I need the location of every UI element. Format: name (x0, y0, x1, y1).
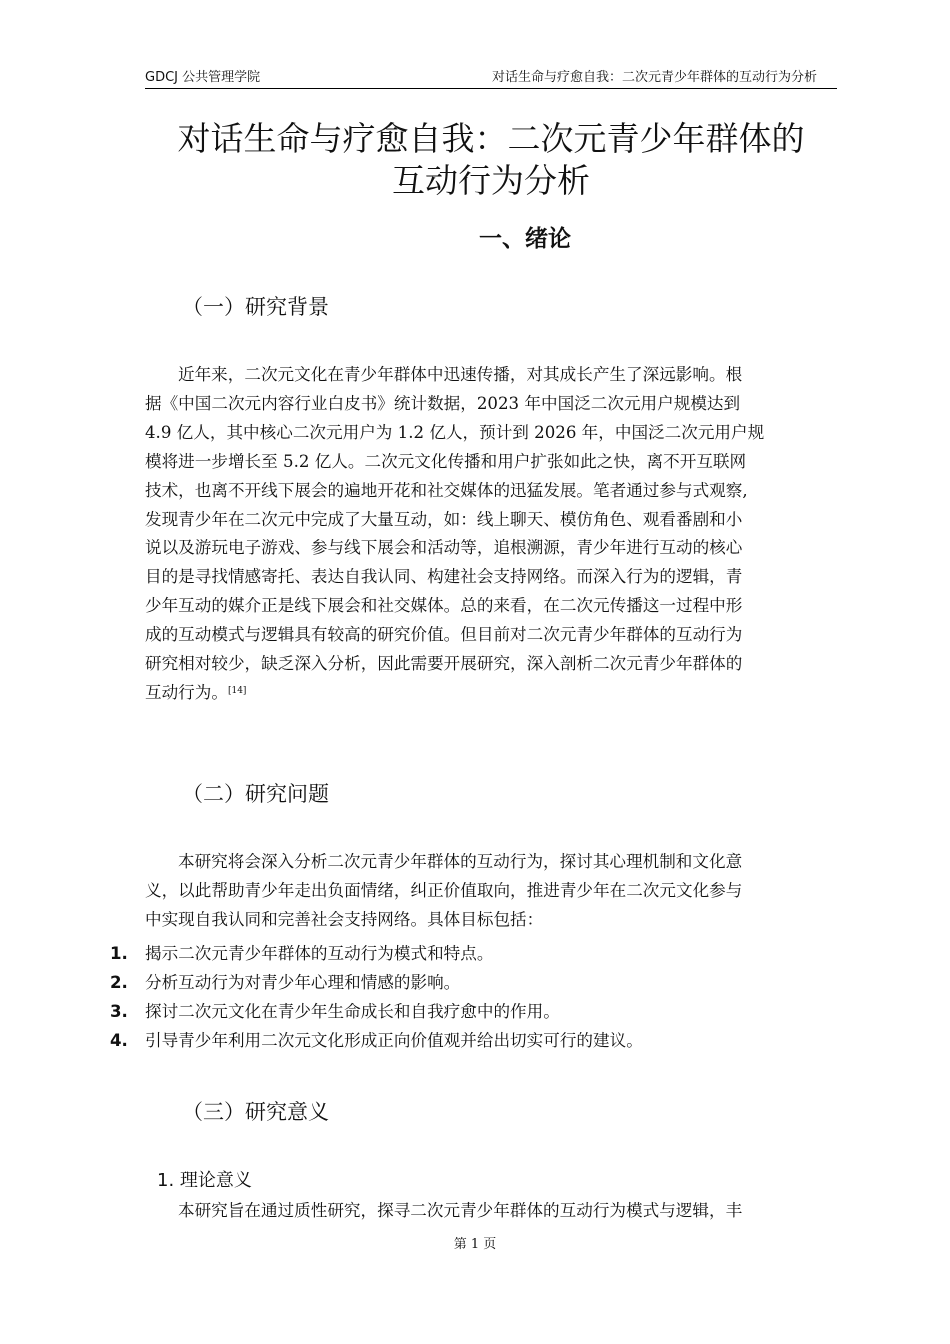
list-item-number: 4. (110, 1031, 128, 1050)
paragraph-line: 4.9 亿人，其中核心二次元用户为 1.2 亿人，预计到 2026 年，中国泛二次元用户规 (145, 422, 765, 442)
paragraph-line: 技术，也离不开线下展会的遍地开花和社交媒体的迅猛发展。笔者通过参与式观察, (145, 480, 748, 500)
header-running-title: 对话生命与疗愈自我：二次元青少年群体的互动行为分析 (491, 70, 817, 85)
header-institution: GDCJ 公共管理学院 (145, 70, 261, 85)
paragraph-line: 成的互动模式与逻辑具有较高的研究价值。但目前对二次元青少年群体的互动行为 (145, 625, 743, 645)
paragraph-line: 说以及游玩电子游戏、参与线下展会和活动等，追根溯源，青少年进行互动的核心 (145, 538, 743, 558)
document-title-line-1: 对话生命与疗愈自我：二次元青少年群体的 (177, 119, 805, 158)
paragraph-line: 发现青少年在二次元中完成了大量互动，如：线上聊天、模仿角色、观看番剧和小 (145, 509, 743, 529)
paragraph-line: 模将进一步增长至 5.2 亿人。二次元文化传播和用户扩张如此之快，离不开互联网 (145, 451, 747, 471)
page-number: 第 1 页 (453, 1237, 497, 1252)
paragraph-line: 近年来，二次元文化在青少年群体中迅速传播，对其成长产生了深远影响。根 (178, 365, 743, 384)
list-item-text: 分析互动行为对青少年心理和情感的影响。 (145, 973, 461, 992)
section-heading-background: （一）研究背景 (182, 295, 329, 319)
list-item-text: 探讨二次元文化在青少年生命成长和自我疗愈中的作用。 (145, 1002, 560, 1021)
document-title-line-2: 互动行为分析 (392, 161, 590, 200)
goals-list (100, 939, 840, 1055)
list-item-number: 1. (110, 944, 128, 963)
list-item (100, 997, 840, 1026)
paragraph-line: 研究相对较少，缺乏深入分析，因此需要开展研究，深入剖析二次元青少年群体的 (145, 654, 743, 674)
list-item (100, 1026, 840, 1055)
paragraph-line: 本研究旨在通过质性研究，探寻二次元青少年群体的互动行为模式与逻辑，丰 (178, 1201, 743, 1220)
list-item-text: 揭示二次元青少年群体的互动行为模式和特点。 (145, 944, 494, 963)
background-paragraph (145, 361, 837, 708)
citation-reference[interactable]: [14] (227, 685, 247, 696)
paragraph-line: 少年互动的媒介正是线下展会和社交媒体。总的来看，在二次元传播这一过程中形 (145, 596, 743, 616)
list-item-number: 3. (110, 1002, 128, 1021)
paragraph-line (145, 679, 837, 708)
paragraph-line: 中实现自我认同和完善社会支持网络。具体目标包括： (145, 909, 544, 929)
section-heading-question: （二）研究问题 (182, 782, 329, 806)
paragraph-line-text: 互动行为。 (145, 682, 228, 702)
paragraph-line: 据《中国二次元内容行业白皮书》统计数据，2023 年中国泛二次元用户规模达到 (145, 393, 741, 413)
list-item (100, 968, 840, 997)
chapter-heading: 一、绪论 (479, 226, 571, 252)
page-header (145, 66, 837, 89)
significance-paragraph (145, 1197, 837, 1226)
question-paragraph (145, 848, 837, 935)
list-item-number: 2. (110, 973, 128, 992)
list-item (100, 939, 840, 968)
paragraph-line: 本研究将会深入分析二次元青少年群体的互动行为，探讨其心理机制和文化意 (178, 852, 743, 871)
subsection-heading-theory: 1. 理论意义 (157, 1170, 252, 1191)
paragraph-line: 义，以此帮助青少年走出负面情绪，纠正价值取向，推进青少年在二次元文化参与 (145, 880, 743, 900)
section-heading-significance: （三）研究意义 (182, 1100, 329, 1124)
paragraph-line: 目的是寻找情感寄托、表达自我认同、构建社会支持网络。而深入行为的逻辑，青 (145, 567, 743, 587)
list-item-text: 引导青少年利用二次元文化形成正向价值观并给出切实可行的建议。 (145, 1031, 643, 1050)
